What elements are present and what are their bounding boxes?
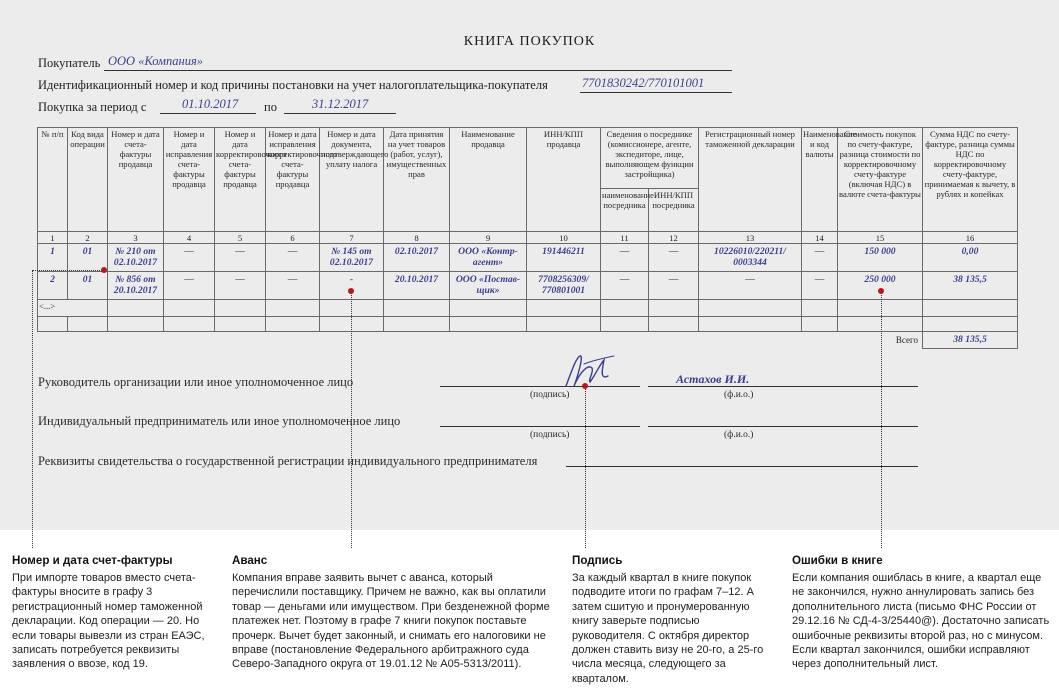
cell-vat: 0,00: [923, 244, 1018, 272]
column-number: 9: [450, 232, 527, 244]
note-text: При импорте товаров вместо счета-фактуры вносите в графу 3 регистрационный номер таможенной декларации. Код операции — 20. Но если товары вывезли из стран ЕАЭС, записать потребуется реквизиты заявления о ввозе, код 19.: [12, 572, 205, 671]
note-invoice: [12, 554, 212, 672]
inn-value: 7701830242/770101001: [582, 76, 705, 90]
header-cell: Номер и дата счета-фактуры продавца: [108, 128, 164, 232]
table-header-row: [38, 128, 1018, 189]
buyer-label: Покупатель: [38, 56, 101, 70]
note-advance: [232, 554, 550, 672]
column-number: 13: [699, 232, 802, 244]
header-cell: № п/п: [38, 128, 68, 232]
header-cell: Наименование и код валюты: [802, 128, 838, 232]
marker-dot: [582, 383, 588, 389]
column-number-row: [38, 232, 1018, 244]
cell-vat: 38 135,5: [923, 272, 1018, 300]
marker-dot: [348, 288, 354, 294]
cell-dash: —: [802, 244, 838, 272]
table-row-ellipsis: [38, 300, 1018, 317]
note-title: Номер и дата счет-фактуры: [12, 554, 173, 567]
header-cell: Номер и дата документа, подтверждающего уплату налога: [320, 128, 384, 232]
header-cell: Код вида операции: [68, 128, 108, 232]
cell-payment-doc: -: [320, 272, 384, 300]
column-number: 8: [384, 232, 450, 244]
guide-line-advance: [351, 292, 352, 548]
table-row: [38, 244, 1018, 272]
header-cell: ИНН/КПП продавца: [527, 128, 601, 232]
cell-seller-inn: 191446211: [527, 244, 601, 272]
total-label: Всего: [895, 335, 918, 346]
header-cell: наименование посредника: [601, 189, 649, 232]
cell-dash: —: [266, 244, 320, 272]
cell-dash: —: [164, 272, 215, 300]
total-value: 38 135,5: [923, 332, 1018, 349]
header-cell: ИНН/КПП посредника: [649, 189, 699, 232]
column-number: 6: [266, 232, 320, 244]
guide-line-invoice-h: [32, 270, 104, 271]
guide-line-signature: [585, 387, 586, 548]
header-cell: Стоимость покупок по счету-фактуре, разница стоимости по корректировочному счету-фактуре (включая НДС) в валюте счета-фактуры: [838, 128, 923, 232]
inn-underline: [580, 92, 732, 93]
cell-invoice: № 210 от 02.10.2017: [108, 244, 164, 272]
marker-dot: [101, 267, 107, 273]
column-number: 4: [164, 232, 215, 244]
marker-dot: [878, 288, 884, 294]
column-number: 3: [108, 232, 164, 244]
column-number: 11: [601, 232, 649, 244]
cell-row-number: 2: [38, 272, 68, 300]
column-number: 1: [38, 232, 68, 244]
name-caption: (ф.и.о.): [724, 430, 754, 440]
cell-seller-name: ООО «Постав-щик»: [450, 272, 527, 300]
cell-cost: 250 000: [838, 272, 923, 300]
header-cell: Номер и дата исправления корректировочного счета-фактуры продавца: [266, 128, 320, 232]
cell-dash: —: [215, 244, 266, 272]
header-cell: Сумма НДС по счету-фактуре, разница суммы НДС по корректировочному счету-фактуре, принимаемая к вычету, в рублях и копейках: [923, 128, 1018, 232]
header-cell: Сведения о посреднике (комиссионере, агенте, экспедиторе, лице, выполняющем функции застройщика): [601, 128, 699, 189]
period-from-underline: [160, 113, 256, 114]
period-from: 01.10.2017: [182, 97, 239, 111]
cell-payment-doc: № 145 от 02.10.2017: [320, 244, 384, 272]
registration-label: Реквизиты свидетельства о государственной регистрации индивидуального предпринимателя: [38, 454, 538, 468]
sign-caption: (подпись): [530, 390, 570, 400]
head-name: Астахов И.И.: [676, 372, 750, 386]
inn-label: Идентификационный номер и код причины постановки на учет налогоплательщика-покупателя: [38, 78, 548, 92]
guide-line-errors: [881, 292, 882, 548]
column-number: 14: [802, 232, 838, 244]
column-number: 10: [527, 232, 601, 244]
registration-line: [566, 466, 918, 467]
header-cell: Наименование продавца: [450, 128, 527, 232]
cell-row-number: 1: [38, 244, 68, 272]
cell-seller-inn: 7708256309/ 770801001: [527, 272, 601, 300]
note-title: Ошибки в книге: [792, 554, 883, 567]
buyer-value: ООО «Компания»: [108, 54, 204, 68]
note-text: Если компания ошиблась в книге, а квартал еще не закончился, нужно аннулировать запись без дополнительного листа (письмо ФНС России от 29.12.16 № СД-4-3/25440@). Достаточно записать ошибочные реквизиты второй раз, но с минусом. Если квартал закончился, ошибки исправляют через дополнительный лист.: [792, 572, 1050, 671]
table-total-row: [38, 332, 1018, 349]
cell-dash: —: [601, 272, 649, 300]
cell-dash: —: [802, 272, 838, 300]
form-title: КНИГА ПОКУПОК: [463, 34, 596, 49]
purchase-book-table: [37, 127, 1018, 349]
cell-accept-date: 02.10.2017: [384, 244, 450, 272]
column-number: 15: [838, 232, 923, 244]
period-to: 31.12.2017: [312, 97, 369, 111]
column-number: 12: [649, 232, 699, 244]
header-cell: Регистрационный номер таможенной декларации: [699, 128, 802, 232]
period-to-underline: [284, 113, 396, 114]
cell-dash: —: [699, 272, 802, 300]
cell-dash: —: [266, 272, 320, 300]
cell-dash: —: [215, 272, 266, 300]
period-to-label: по: [264, 100, 277, 114]
column-number: 2: [68, 232, 108, 244]
note-text: Компания вправе заявить вычет с аванса, который перечислили поставщику. Причем не важно, как вы оплатили товар — деньгами или имуществом. При безденежной форме платежек нет. Поэтому в графе 7 книги покупок поставьте прочерк. Вычет будет законный, и снимать его налоговики не вправе (постановление Федерального арбитражного суда Северо-Западного округа от 19.01.12 № А05-5313/2011).: [232, 572, 550, 671]
header-cell: Номер и дата исправления счета-фактуры продавца: [164, 128, 215, 232]
cell-customs-number: 10226010/220211/ 0003344: [699, 244, 802, 272]
cell-seller-name: ООО «Контр-агент»: [450, 244, 527, 272]
entrepreneur-signature-label: Индивидуальный предприниматель или иное уполномоченное лицо: [38, 414, 401, 428]
column-number: 7: [320, 232, 384, 244]
period-label: Покупка за период с: [38, 100, 147, 114]
cell-dash: —: [601, 244, 649, 272]
sign-caption: (подпись): [530, 430, 570, 440]
header-cell: Дата принятия на учет товаров (работ, услуг), имущественных прав: [384, 128, 450, 232]
note-errors: [792, 554, 1050, 672]
name-caption: (ф.и.о.): [724, 390, 754, 400]
column-number: 16: [923, 232, 1018, 244]
header-cell: Номер и дата корректировочного счета-фактуры продавца: [215, 128, 266, 232]
entrepreneur-sign-line: [440, 426, 640, 427]
cell-invoice: № 856 от 20.10.2017: [108, 272, 164, 300]
buyer-underline: [104, 70, 732, 71]
note-title: Аванс: [232, 554, 268, 567]
note-text: За каждый квартал в книге покупок подводите итоги по графам 7–12. А затем сшитую и пронумерованную книгу заверьте подписью руководителя. С октября директор должен ставить визу не 20-го, а 25-го числа месяца, следующего за кварталом.: [572, 572, 764, 685]
handwritten-signature: [558, 350, 618, 394]
cell-accept-date: 20.10.2017: [384, 272, 450, 300]
table-row-empty: [38, 317, 1018, 332]
cell-dash: —: [649, 244, 699, 272]
cell-operation-code: 01: [68, 272, 108, 300]
head-signature-label: Руководитель организации или иное уполномоченное лицо: [38, 375, 354, 389]
note-title: Подпись: [572, 554, 623, 567]
cell-dash: —: [649, 272, 699, 300]
cell-cost: 150 000: [838, 244, 923, 272]
cell-operation-code: 01: [68, 244, 108, 272]
ellipsis-cell: <...>: [38, 300, 108, 317]
note-signature: [572, 554, 772, 686]
entrepreneur-name-line: [648, 426, 918, 427]
cell-dash: —: [164, 244, 215, 272]
guide-line-invoice: [32, 270, 33, 548]
column-number: 5: [215, 232, 266, 244]
table-row: [38, 272, 1018, 300]
